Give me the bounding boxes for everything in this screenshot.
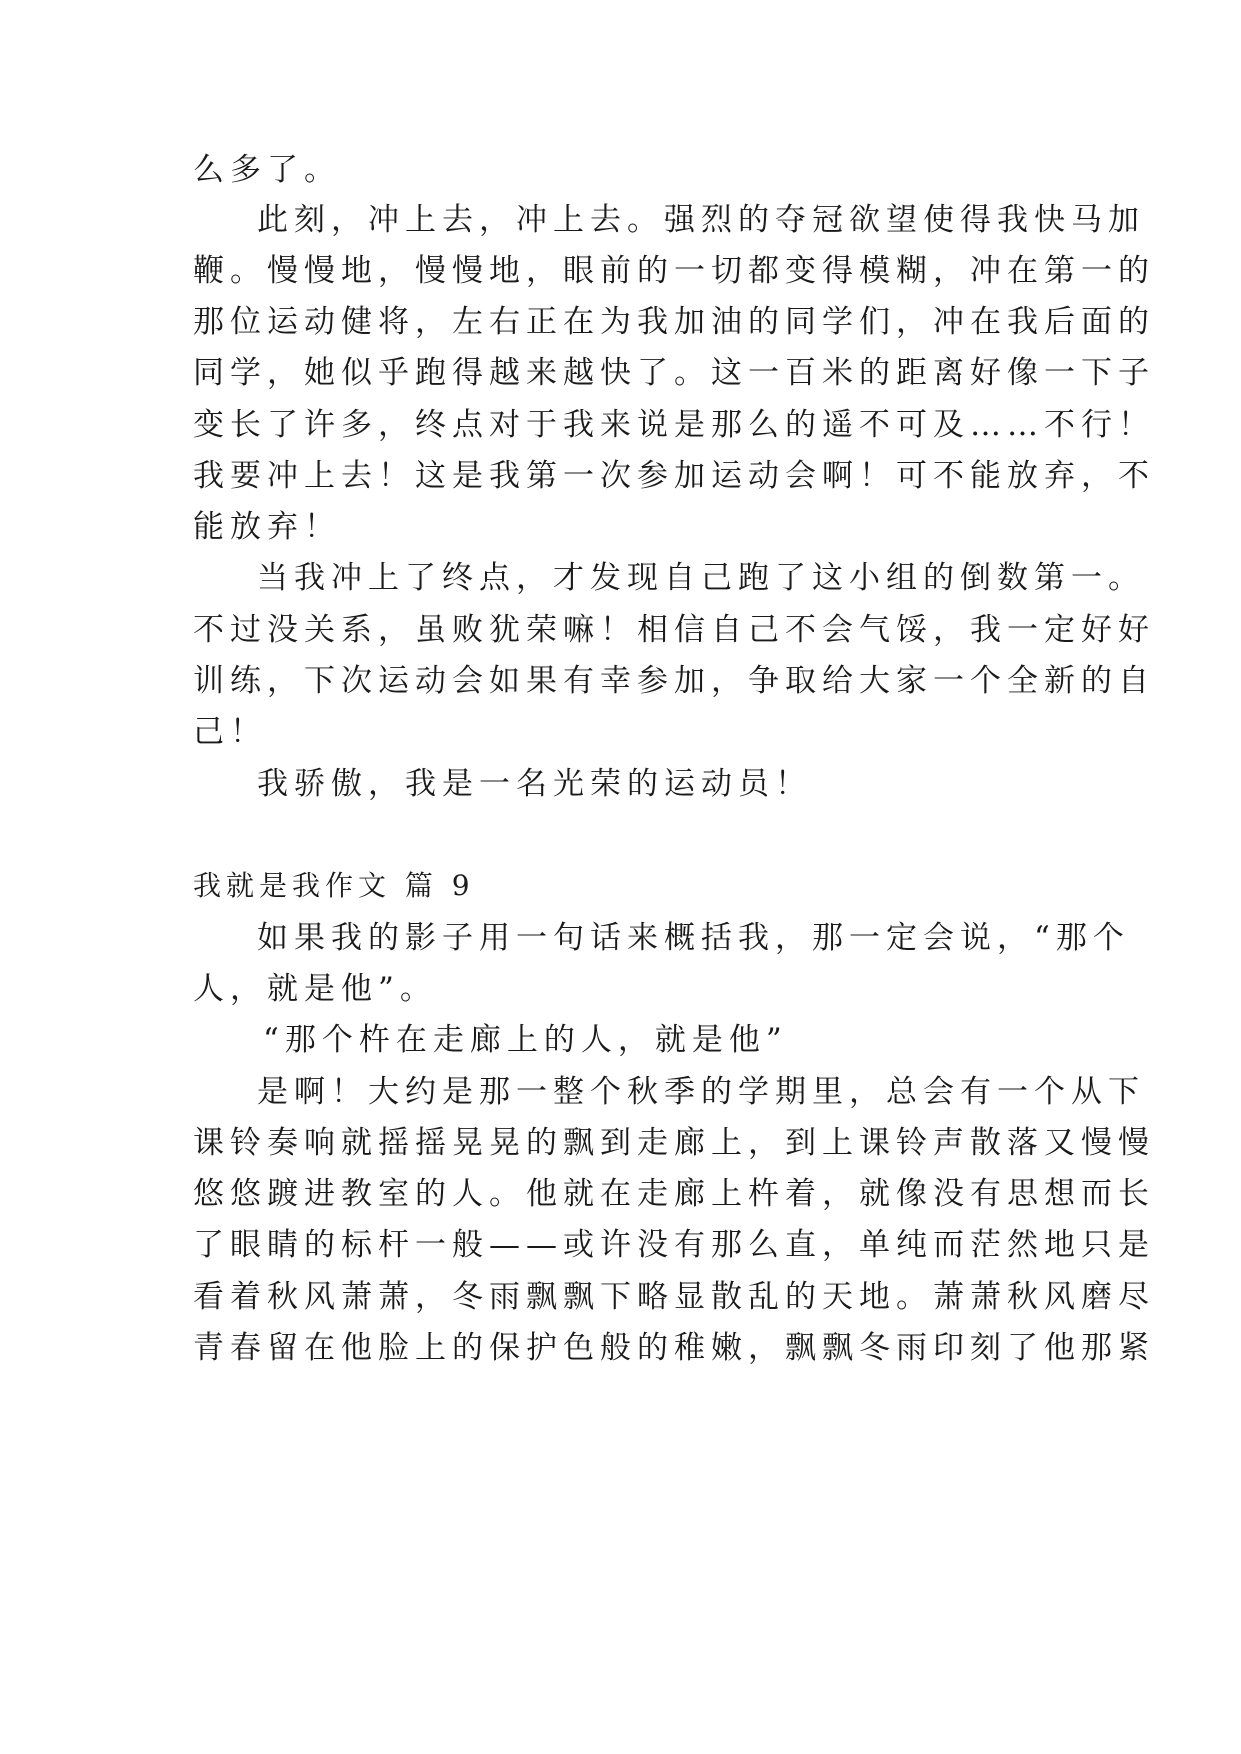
paragraph-start: 此刻，冲上去，冲上去。强烈的夺冠欲望使得我快马加 — [257, 202, 1145, 238]
text-line: 同学，她似乎跑得越来越快了。这一百米的距离好像一下子 — [193, 355, 1155, 391]
text-line: 看着秋风萧萧，冬雨飘飘下略显散乱的天地。萧萧秋风磨尽 — [193, 1279, 1155, 1315]
text-line: 那位运动健将，左右正在为我加油的同学们，冲在我后面的 — [193, 304, 1155, 340]
text-line: 鞭。慢慢地，慢慢地，眼前的一切都变得模糊，冲在第一的 — [193, 253, 1155, 289]
text-line: 了眼睛的标杆一般——或许没有那么直，单纯而茫然地只是 — [193, 1227, 1155, 1263]
paragraph-start: 我骄傲，我是一名光荣的运动员！ — [257, 766, 812, 802]
text-line: 己！ — [193, 714, 267, 750]
paragraph-start: 如果我的影子用一句话来概括我，那一定会说，“那个 — [257, 920, 1130, 956]
paragraph-start: 是啊！大约是那一整个秋季的学期里，总会有一个从下 — [257, 1074, 1145, 1110]
text-line: 能放弃！ — [193, 509, 341, 545]
text-line: 训练，下次运动会如果有幸参加，争取给大家一个全新的自 — [193, 663, 1155, 699]
text-line: 悠悠踱进教室的人。他就在走廊上杵着，就像没有思想而长 — [193, 1176, 1155, 1212]
paragraph-start: 当我冲上了终点，才发现自己跑了这小组的倒数第一。 — [257, 560, 1145, 596]
text-line: 青春留在他脸上的保护色般的稚嫩，飘飘冬雨印刻了他那紧 — [193, 1330, 1155, 1366]
text-line: 人，就是他”。 — [193, 971, 437, 1007]
text-line: 我要冲上去！这是我第一次参加运动会啊！可不能放弃，不 — [193, 458, 1155, 494]
quote-line: “那个杵在走廊上的人，就是他” — [263, 1022, 788, 1058]
text-line: 变长了许多，终点对于我来说是那么的遥不可及……不行！ — [193, 407, 1155, 443]
section-heading: 我就是我作文 篇 9 — [193, 869, 475, 902]
text-line: 不过没关系，虽败犹荣嘛！相信自己不会气馁，我一定好好 — [193, 612, 1155, 648]
text-line: 么多了。 — [193, 152, 341, 188]
text-line: 课铃奏响就摇摇晃晃的飘到走廊上，到上课铃声散落又慢慢 — [193, 1125, 1155, 1161]
